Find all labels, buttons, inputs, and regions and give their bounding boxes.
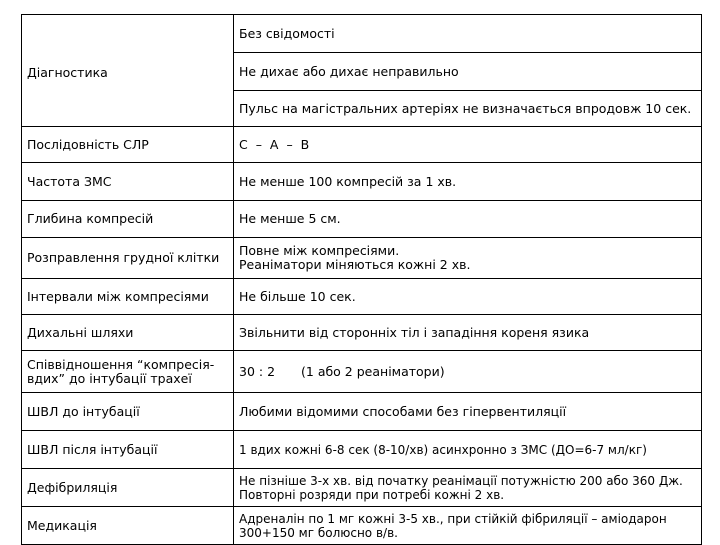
row-value: 1 вдих кожні 6-8 сек (8-10/хв) асинхронно з ЗМС (ДО=6-7 мл/кг) (239, 442, 647, 457)
row-label: ШВЛ до інтубації (27, 403, 140, 419)
diagnosis-label-cell (22, 15, 234, 127)
table-row (22, 238, 702, 279)
row-value: Не пізніше 3-х хв. від початку реанімації потужністю 200 або 360 Дж. Повторні розряди при потребі кожні 2 хв. (239, 473, 683, 502)
row-value: Без свідомості (239, 25, 335, 41)
diagnosis-item-cell (234, 53, 702, 91)
row-label: Медикація (27, 517, 97, 533)
row-label: Послідовність СЛР (27, 136, 149, 152)
row-label: Розправлення грудної клітки (27, 250, 220, 265)
cpr-protocol-table (21, 14, 702, 545)
table-row (22, 507, 702, 545)
row-value: Звільнити від сторонніх тіл і западіння кореня язика (239, 324, 590, 340)
row-value: Любими відомими способами без гіпервентиляції (239, 403, 567, 419)
table-row (22, 431, 702, 469)
row-value: Не дихає або дихає неправильно (239, 63, 459, 79)
row-value: Не менше 5 см. (239, 211, 341, 226)
row-value: Не більше 10 сек. (239, 288, 356, 304)
row-value: Повне між компресіями. (239, 243, 400, 258)
table-row (22, 15, 702, 53)
table-row (22, 163, 702, 201)
table-row (22, 201, 702, 238)
row-value: С – А – В (239, 136, 312, 152)
table-row (22, 279, 702, 315)
diagnosis-item-cell (234, 15, 702, 53)
row-label: Частота ЗМС (27, 173, 112, 189)
row-label: Діагностика (27, 65, 108, 80)
row-label: Дефібриляція (27, 479, 118, 495)
table-row (22, 127, 702, 163)
table-row (22, 393, 702, 431)
row-value: Не менше 100 компресій за 1 хв. (239, 173, 457, 189)
table-row (22, 469, 702, 507)
table-row (22, 351, 702, 393)
row-label: ШВЛ після інтубації (27, 441, 158, 457)
row-value: Адреналін по 1 мг кожні 3-5 хв., при стійкій фібриляції – аміодарон 300+150 мг болюсно в/в. (239, 511, 667, 540)
row-label: Дихальні шляхи (27, 324, 134, 340)
row-value: Пульс на магістральних артеріях не визначається впродовж 10 сек. (239, 100, 692, 116)
row-label: Глибина компресій (27, 211, 154, 226)
ratio-note: (1 або 2 реаніматори) (301, 363, 445, 379)
table-row (22, 315, 702, 351)
row-label: Співвідношення “компресія-вдих” до інтубації трахеї (27, 356, 215, 386)
row-label: Інтервали між компресіями (27, 288, 209, 304)
row-value: Реаніматори міняються кожні 2 хв. (239, 257, 471, 272)
diagnosis-item-cell (234, 91, 702, 127)
ratio-value: 30 : 2 (239, 363, 276, 379)
